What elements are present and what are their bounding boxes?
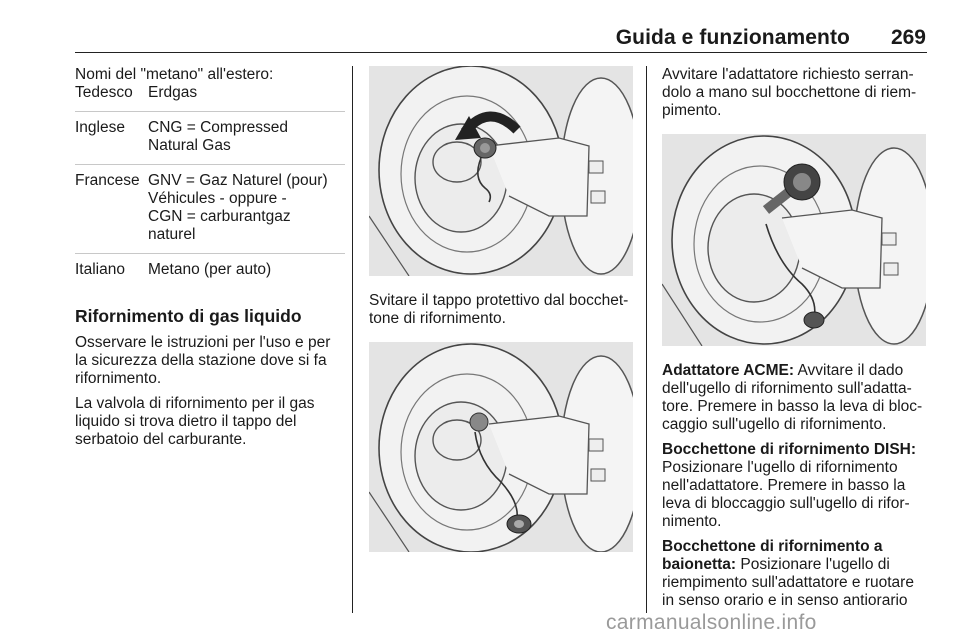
table-row [75,112,345,165]
column-1 [75,66,345,456]
illustration-unscrew-cap [369,66,633,276]
language-cell: Francese [75,165,148,254]
paragraph-acme [662,362,928,434]
bayonet-text: Posizionare l'ugello di riempimento sull'adattatore e ruotare in senso orario e in senso antiorario [662,556,914,609]
bayonet-title: Bocchettone di rifornimento a baionetta: [662,538,883,573]
language-names-table [75,84,345,288]
table-row [75,254,345,289]
illustration-adapter [662,134,926,346]
page-number: 269 [890,26,926,49]
section-heading: Rifornimento di gas liquido [75,306,302,326]
illustration-open-filler [369,342,633,552]
dish-text: Posizionare l'ugello di rifornimento nell'adattatore. Premere in basso la leva di bloccaggio sull'ugello di rifor-nimento. [662,459,910,530]
name-cell: GNV = Gaz Naturel (pour) Véhicules - oppure - CGN = carburantgaz naturel [148,165,345,254]
name-cell: CNG = Compressed Natural Gas [148,112,345,165]
name-cell: Erdgas [148,84,198,101]
language-cell: Inglese [75,112,148,165]
paragraph: La valvola di rifornimento per il gas liquido si trova dietro il tappo del serbatoio del carburante. [75,395,315,448]
acme-title: Adattatore ACME: [662,362,795,379]
dish-title: Bocchettone di rifornimento DISH: [662,441,917,458]
paragraph-dish [662,441,928,531]
figure-caption: Svitare il tappo protettivo dal bocchet-tone di rifornimento. [369,292,629,327]
column-divider-2 [646,66,647,613]
acme-text: Avvitare il dado dell'ugello di rifornimento sull'adatta-tore. Premere in basso la leva di bloc-caggio sull'ugello di rifornimento. [662,362,923,433]
name-cell: Metano (per auto) [148,254,345,289]
paragraph: Osservare le istruzioni per l'uso e per la sicurezza della stazione dove si fa rifornimento. [75,334,331,387]
column-divider-1 [352,66,353,613]
intro-text: Nomi del "metano" all'estero: [75,66,274,83]
language-cell: Italiano [75,254,148,289]
header-divider [75,52,927,53]
column-2 [369,66,633,552]
section-title: Guida e funzionamento [615,26,850,49]
watermark: carmanualsonline.info [606,611,817,634]
paragraph-bayonet [662,538,928,610]
column-3 [662,66,928,617]
table-row [75,165,345,254]
paragraph: Avvitare l'adattatore richiesto serran-dolo a mano sul bocchettone di riem-pimento. [662,66,917,119]
table-row [75,84,345,112]
language-cell: Tedesco [75,84,133,101]
